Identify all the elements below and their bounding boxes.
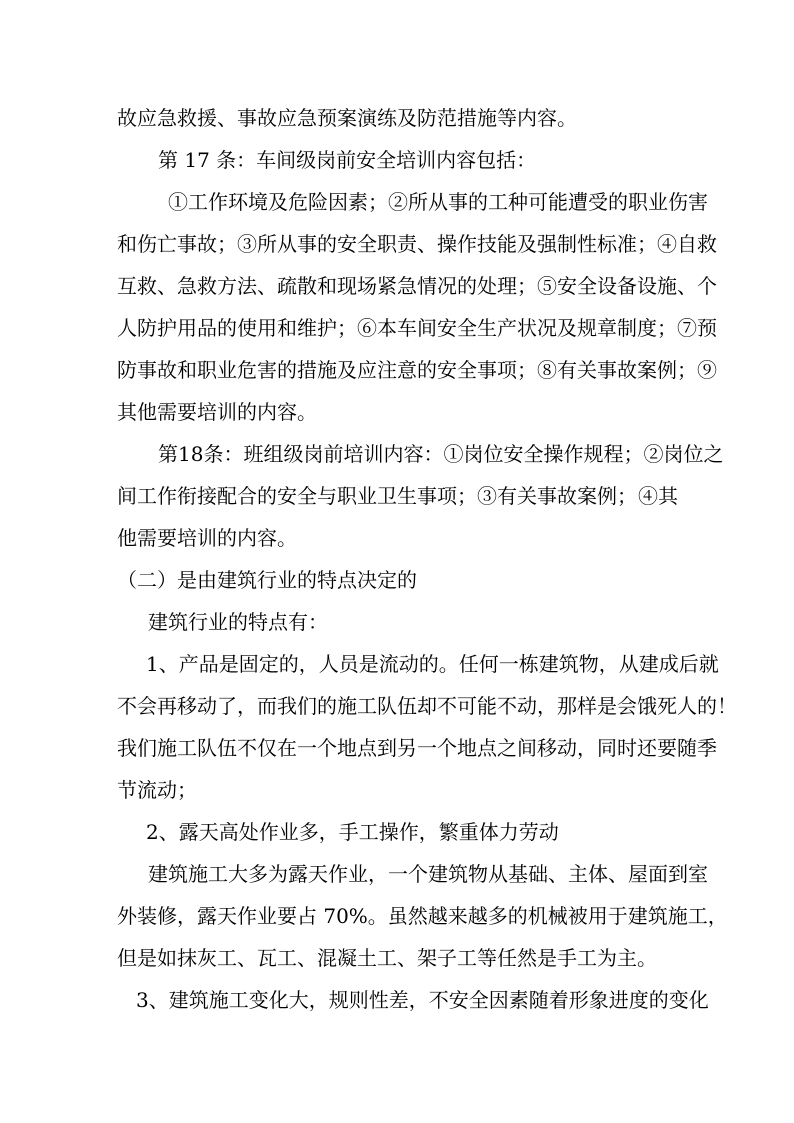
section-heading: （二）是由建筑行业的特点决定的 (117, 568, 417, 592)
point-1: 1、产品是固定的，人员是流动的。任何一栋建筑物，从建成后就 (146, 652, 719, 676)
point-3: 3、建筑施工变化大，规则性差，不安全因素随着形象进度的变化 (136, 988, 709, 1012)
article-17-heading: 第 17 条：车间级岗前安全培训内容包括： (158, 148, 537, 172)
text-line: 建筑施工大多为露天作业，一个建筑物从基础、主体、屋面到室 (148, 862, 708, 886)
text-line: 我们施工队伍不仅在一个地点到另一个地点之间移动，同时还要随季 (117, 736, 717, 760)
article-18-heading: 第18条：班组级岗前培训内容：①岗位安全操作规程；②岗位之 (158, 442, 724, 466)
text-line: 间工作衔接配合的安全与职业卫生事项；③有关事故案例； (117, 484, 637, 508)
text-line: 人防护用品的使用和维护；⑥本车间安全生产状况及规章制度；⑦预 (117, 316, 717, 340)
text-line-tail: ④其 (638, 484, 678, 508)
text-line: 他需要培训的内容。 (117, 526, 297, 550)
point-2: 2、露天高处作业多，手工操作，繁重体力劳动 (146, 820, 559, 844)
text-line: 故应急救援、事故应急预案演练及防范措施等内容。 (117, 106, 577, 130)
text-line: 防事故和职业危害的措施及应注意的安全事项；⑧有关事故案例；⑨ (117, 358, 717, 382)
text-line: 外装修，露天作业要占 70%。虽然越来越多的机械被用于建筑施工， (117, 904, 728, 928)
subheading: 建筑行业的特点有： (148, 610, 328, 634)
text-line: 互救、急救方法、疏散和现场紧急情况的处理；⑤安全设备设施、个 (117, 274, 717, 298)
text-line: 不会再移动了，而我们的施工队伍却不可能不动，那样是会饿死人的！ (117, 694, 737, 718)
text-line: ①工作环境及危险因素；②所从事的工种可能遭受的职业伤害 (168, 190, 708, 214)
text-line: 和伤亡事故；③所从事的安全职责、操作技能及强制性标准；④自救 (117, 232, 717, 256)
text-line: 但是如抹灰工、瓦工、混凝土工、架子工等任然是手工为主。 (117, 946, 657, 970)
text-line: 节流动； (117, 778, 197, 802)
text-line: 其他需要培训的内容。 (117, 400, 317, 424)
